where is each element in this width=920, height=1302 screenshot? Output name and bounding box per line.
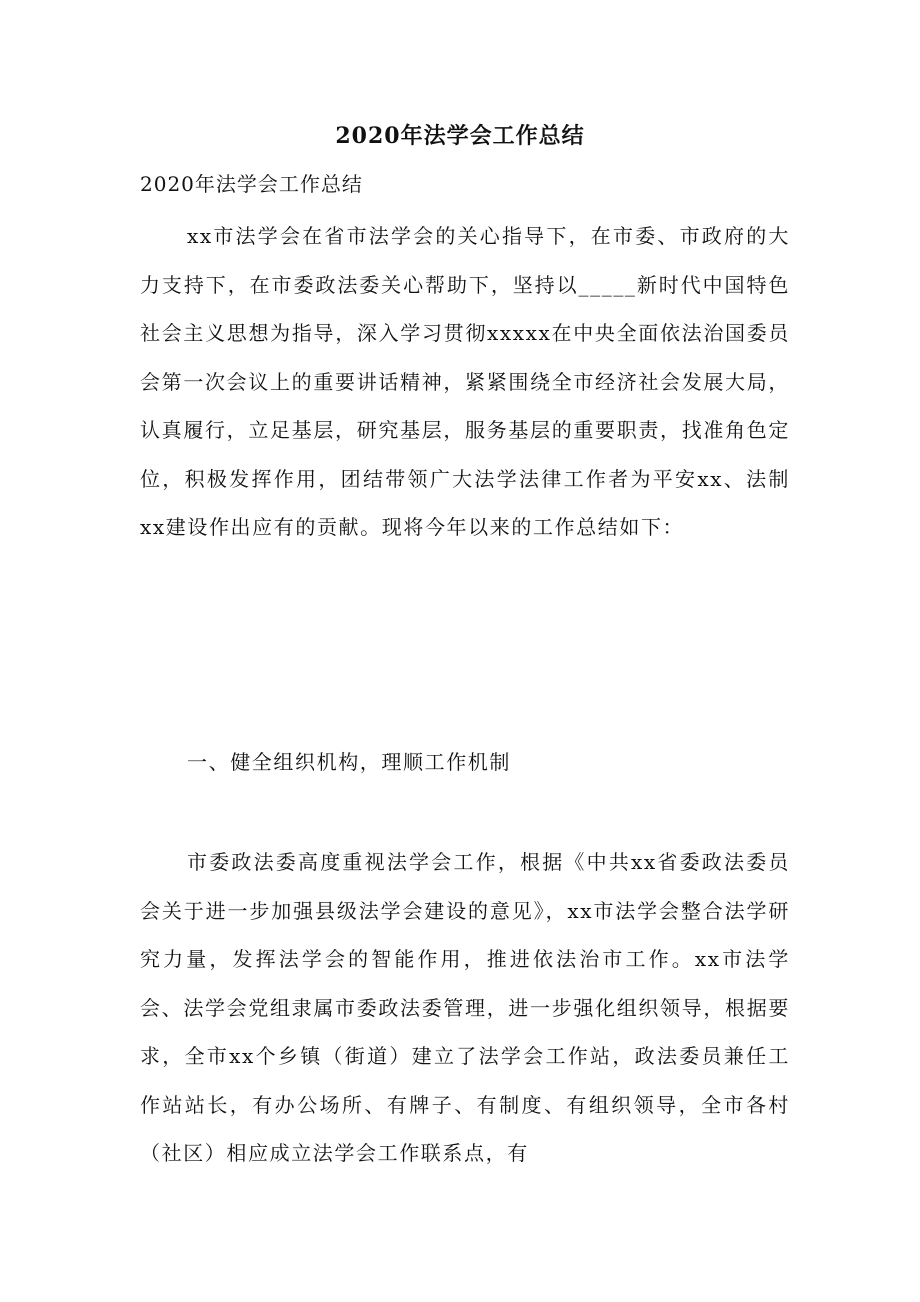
section-1-paragraph: 市委政法委高度重视法学会工作，根据《中共xx省委政法委员会关于进一步加强县级法学会建设的意见》，xx市法学会整合法学研究力量，发挥法学会的智能作用，推进依法治市工作。xx市法学会、法学会党组隶属市委政法委管理，进一步强化组织领导，根据要求，全市xx个乡镇（街道）建立了法学会工作站，政法委员兼任工作站站长，有办公场所、有牌子、有制度、有组织领导，全市各村（社区）相应成立法学会工作联系点，有 — [140, 850, 790, 1165]
section-heading-1: 一、健全组织机构，理顺工作机制 — [187, 750, 511, 774]
document-title: 2020年法学会工作总结 — [335, 123, 585, 149]
document-subtitle: 2020年法学会工作总结 — [140, 172, 363, 196]
intro-paragraph: xx市法学会在省市法学会的关心指导下，在市委、市政府的大力支持下，在市委政法委关心帮助下，坚持以_____新时代中国特色社会主义思想为指导，深入学习贯彻xxxxx在中央全面依法治国委员会第一次会议上的重要讲话精神，紧紧围绕全市经济社会发展大局，认真履行，立足基层，研究基层，服务基层的重要职责，找准角色定位，积极发挥作用，团结带领广大法学法律工作者为平安xx、法制xx建设作出应有的贡献。现将今年以来的工作总结如下： — [140, 224, 790, 539]
